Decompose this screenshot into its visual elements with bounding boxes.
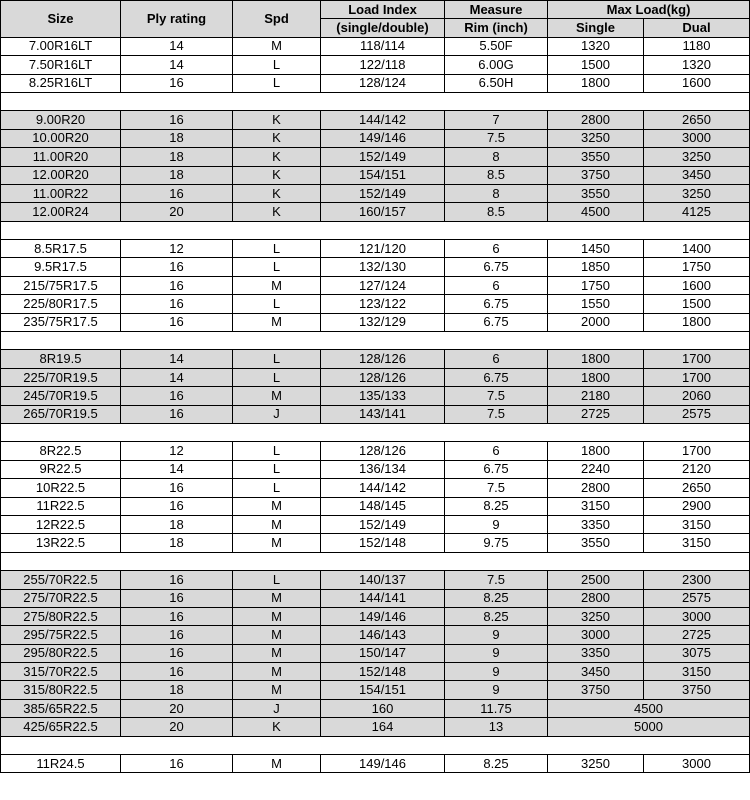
cell-single: 1550 — [548, 295, 644, 313]
cell-ply-rating: 16 — [121, 313, 233, 331]
cell-rim: 8.25 — [445, 497, 548, 515]
cell-dual: 1600 — [644, 276, 750, 294]
cell-load-index: 152/149 — [321, 515, 445, 533]
cell-rim: 7 — [445, 111, 548, 129]
cell-size: 7.00R16LT — [1, 37, 121, 55]
cell-speed: M — [233, 681, 321, 699]
cell-ply-rating: 16 — [121, 755, 233, 773]
cell-rim: 9 — [445, 644, 548, 662]
cell-rim: 6.75 — [445, 460, 548, 478]
table-row — [1, 626, 750, 644]
table-row — [1, 699, 750, 717]
cell-dual: 1320 — [644, 56, 750, 74]
cell-size: 295/75R22.5 — [1, 626, 121, 644]
cell-single: 1450 — [548, 240, 644, 258]
header-rim: Rim (inch) — [445, 19, 548, 37]
cell-ply-rating: 16 — [121, 571, 233, 589]
cell-single: 3550 — [548, 148, 644, 166]
cell-dual: 4125 — [644, 203, 750, 221]
cell-size: 9R22.5 — [1, 460, 121, 478]
cell-rim: 6.00G — [445, 56, 548, 74]
table-row — [1, 184, 750, 202]
table-row — [1, 589, 750, 607]
cell-single: 2800 — [548, 479, 644, 497]
cell-rim: 8.5 — [445, 166, 548, 184]
cell-single: 3450 — [548, 663, 644, 681]
cell-ply-rating: 14 — [121, 460, 233, 478]
cell-dual: 3750 — [644, 681, 750, 699]
cell-speed: K — [233, 148, 321, 166]
cell-speed: K — [233, 184, 321, 202]
cell-ply-rating: 16 — [121, 405, 233, 423]
table-row — [1, 129, 750, 147]
cell-size: 12.00R24 — [1, 203, 121, 221]
group-separator — [1, 736, 750, 754]
cell-ply-rating: 16 — [121, 589, 233, 607]
cell-ply-rating: 20 — [121, 718, 233, 736]
cell-ply-rating: 16 — [121, 387, 233, 405]
cell-ply-rating: 16 — [121, 626, 233, 644]
cell-ply-rating: 14 — [121, 37, 233, 55]
cell-rim: 9.75 — [445, 534, 548, 552]
cell-speed: L — [233, 56, 321, 74]
cell-speed: M — [233, 387, 321, 405]
cell-size: 8.25R16LT — [1, 74, 121, 92]
cell-load-index: 144/141 — [321, 589, 445, 607]
cell-dual: 3250 — [644, 184, 750, 202]
cell-speed: L — [233, 479, 321, 497]
cell-single: 3150 — [548, 497, 644, 515]
cell-single: 3000 — [548, 626, 644, 644]
cell-rim: 7.5 — [445, 129, 548, 147]
cell-ply-rating: 16 — [121, 111, 233, 129]
cell-single: 3750 — [548, 166, 644, 184]
cell-dual: 1500 — [644, 295, 750, 313]
cell-single: 3550 — [548, 534, 644, 552]
cell-size: 315/80R22.5 — [1, 681, 121, 699]
cell-speed: L — [233, 350, 321, 368]
cell-size: 7.50R16LT — [1, 56, 121, 74]
cell-size: 225/80R17.5 — [1, 295, 121, 313]
table-row — [1, 718, 750, 736]
header-measure: Measure — [445, 1, 548, 19]
cell-ply-rating: 18 — [121, 515, 233, 533]
cell-rim: 6 — [445, 276, 548, 294]
cell-max-load-merged: 5000 — [548, 718, 750, 736]
cell-load-index: 132/130 — [321, 258, 445, 276]
cell-speed: K — [233, 129, 321, 147]
cell-load-index: 128/124 — [321, 74, 445, 92]
cell-load-index: 123/122 — [321, 295, 445, 313]
table-row — [1, 368, 750, 386]
cell-speed: K — [233, 203, 321, 221]
table-row — [1, 276, 750, 294]
group-separator — [1, 221, 750, 239]
cell-dual: 1700 — [644, 368, 750, 386]
cell-size: 225/70R19.5 — [1, 368, 121, 386]
cell-ply-rating: 18 — [121, 148, 233, 166]
cell-dual: 3450 — [644, 166, 750, 184]
cell-rim: 7.5 — [445, 479, 548, 497]
cell-rim: 8.5 — [445, 203, 548, 221]
cell-ply-rating: 16 — [121, 74, 233, 92]
cell-single: 2800 — [548, 111, 644, 129]
header-load-index: Load Index — [321, 1, 445, 19]
cell-speed: M — [233, 276, 321, 294]
cell-ply-rating: 16 — [121, 663, 233, 681]
cell-single: 3350 — [548, 515, 644, 533]
table-row — [1, 497, 750, 515]
cell-dual: 3000 — [644, 129, 750, 147]
cell-rim: 7.5 — [445, 405, 548, 423]
cell-single: 4500 — [548, 203, 644, 221]
group-separator — [1, 423, 750, 441]
cell-load-index: 149/146 — [321, 755, 445, 773]
cell-rim: 8.25 — [445, 607, 548, 625]
cell-dual: 3000 — [644, 607, 750, 625]
cell-size: 255/70R22.5 — [1, 571, 121, 589]
cell-speed: J — [233, 405, 321, 423]
cell-ply-rating: 16 — [121, 258, 233, 276]
cell-rim: 6.75 — [445, 368, 548, 386]
table-row — [1, 258, 750, 276]
cell-size: 11R24.5 — [1, 755, 121, 773]
cell-rim: 8 — [445, 148, 548, 166]
cell-dual: 2060 — [644, 387, 750, 405]
cell-load-index: 160 — [321, 699, 445, 717]
cell-ply-rating: 18 — [121, 166, 233, 184]
cell-rim: 6 — [445, 240, 548, 258]
cell-speed: J — [233, 699, 321, 717]
table-row — [1, 166, 750, 184]
cell-single: 2180 — [548, 387, 644, 405]
cell-single: 1800 — [548, 368, 644, 386]
cell-dual: 1600 — [644, 74, 750, 92]
cell-dual: 2120 — [644, 460, 750, 478]
cell-load-index: 136/134 — [321, 460, 445, 478]
cell-speed: M — [233, 534, 321, 552]
cell-dual: 2650 — [644, 479, 750, 497]
cell-load-index: 152/149 — [321, 148, 445, 166]
table-row — [1, 350, 750, 368]
cell-speed: L — [233, 295, 321, 313]
cell-ply-rating: 16 — [121, 607, 233, 625]
cell-speed: M — [233, 37, 321, 55]
cell-load-index: 118/114 — [321, 37, 445, 55]
table-row — [1, 313, 750, 331]
cell-size: 12R22.5 — [1, 515, 121, 533]
cell-speed: K — [233, 111, 321, 129]
cell-single: 1800 — [548, 442, 644, 460]
table-row — [1, 571, 750, 589]
cell-load-index: 150/147 — [321, 644, 445, 662]
cell-size: 9.5R17.5 — [1, 258, 121, 276]
cell-dual: 2300 — [644, 571, 750, 589]
separator-cell — [1, 332, 750, 350]
cell-dual: 1400 — [644, 240, 750, 258]
cell-single: 1850 — [548, 258, 644, 276]
table-row — [1, 56, 750, 74]
cell-size: 11R22.5 — [1, 497, 121, 515]
table-body — [1, 37, 750, 773]
header-ply-rating: Ply rating — [121, 1, 233, 38]
cell-size: 12.00R20 — [1, 166, 121, 184]
cell-dual: 3150 — [644, 515, 750, 533]
cell-size: 10.00R20 — [1, 129, 121, 147]
cell-single: 3250 — [548, 755, 644, 773]
cell-speed: M — [233, 515, 321, 533]
cell-load-index: 154/151 — [321, 681, 445, 699]
cell-ply-rating: 16 — [121, 497, 233, 515]
cell-rim: 6.50H — [445, 74, 548, 92]
table-row — [1, 387, 750, 405]
cell-dual: 2725 — [644, 626, 750, 644]
cell-speed: M — [233, 644, 321, 662]
cell-rim: 6.75 — [445, 258, 548, 276]
cell-load-index: 164 — [321, 718, 445, 736]
cell-rim: 9 — [445, 626, 548, 644]
table-row — [1, 515, 750, 533]
cell-speed: K — [233, 718, 321, 736]
cell-single: 1500 — [548, 56, 644, 74]
cell-speed: M — [233, 313, 321, 331]
cell-dual: 2575 — [644, 405, 750, 423]
cell-rim: 9 — [445, 515, 548, 533]
table-row — [1, 203, 750, 221]
cell-size: 215/75R17.5 — [1, 276, 121, 294]
cell-single: 1800 — [548, 350, 644, 368]
cell-load-index: 152/148 — [321, 534, 445, 552]
cell-single: 2800 — [548, 589, 644, 607]
cell-single: 2240 — [548, 460, 644, 478]
table-row — [1, 74, 750, 92]
table-header — [1, 1, 750, 38]
cell-rim: 8.25 — [445, 589, 548, 607]
cell-size: 11.00R22 — [1, 184, 121, 202]
header-max-load: Max Load(kg) — [548, 1, 750, 19]
cell-size: 315/70R22.5 — [1, 663, 121, 681]
cell-ply-rating: 18 — [121, 534, 233, 552]
cell-rim: 13 — [445, 718, 548, 736]
cell-dual: 2575 — [644, 589, 750, 607]
cell-speed: M — [233, 497, 321, 515]
cell-ply-rating: 16 — [121, 184, 233, 202]
cell-load-index: 127/124 — [321, 276, 445, 294]
cell-speed: L — [233, 368, 321, 386]
cell-rim: 11.75 — [445, 699, 548, 717]
cell-load-index: 144/142 — [321, 111, 445, 129]
cell-single: 3350 — [548, 644, 644, 662]
separator-cell — [1, 92, 750, 110]
header-size: Size — [1, 1, 121, 38]
cell-load-index: 144/142 — [321, 479, 445, 497]
cell-single: 3750 — [548, 681, 644, 699]
table-row — [1, 663, 750, 681]
cell-rim: 6.75 — [445, 295, 548, 313]
cell-single: 1750 — [548, 276, 644, 294]
table-row — [1, 460, 750, 478]
cell-rim: 8.25 — [445, 755, 548, 773]
cell-size: 8R22.5 — [1, 442, 121, 460]
cell-ply-rating: 16 — [121, 479, 233, 497]
cell-size: 425/65R22.5 — [1, 718, 121, 736]
table-row — [1, 295, 750, 313]
table-row — [1, 479, 750, 497]
cell-load-index: 132/129 — [321, 313, 445, 331]
cell-single: 1800 — [548, 74, 644, 92]
cell-single: 2000 — [548, 313, 644, 331]
cell-speed: L — [233, 571, 321, 589]
cell-load-index: 152/148 — [321, 663, 445, 681]
cell-single: 3550 — [548, 184, 644, 202]
cell-max-load-merged: 4500 — [548, 699, 750, 717]
cell-dual: 3150 — [644, 534, 750, 552]
cell-rim: 5.50F — [445, 37, 548, 55]
cell-load-index: 135/133 — [321, 387, 445, 405]
cell-load-index: 154/151 — [321, 166, 445, 184]
group-separator — [1, 332, 750, 350]
cell-load-index: 122/118 — [321, 56, 445, 74]
cell-ply-rating: 16 — [121, 276, 233, 294]
separator-cell — [1, 736, 750, 754]
cell-size: 245/70R19.5 — [1, 387, 121, 405]
cell-load-index: 143/141 — [321, 405, 445, 423]
cell-speed: M — [233, 663, 321, 681]
header-speed: Spd — [233, 1, 321, 38]
cell-dual: 1700 — [644, 350, 750, 368]
table-row — [1, 607, 750, 625]
separator-cell — [1, 423, 750, 441]
cell-speed: K — [233, 166, 321, 184]
cell-dual: 2650 — [644, 111, 750, 129]
cell-size: 8.5R17.5 — [1, 240, 121, 258]
cell-rim: 6.75 — [445, 313, 548, 331]
group-separator — [1, 92, 750, 110]
cell-ply-rating: 14 — [121, 350, 233, 368]
cell-ply-rating: 12 — [121, 442, 233, 460]
cell-load-index: 128/126 — [321, 368, 445, 386]
table-row — [1, 240, 750, 258]
header-load-index-sub: (single/double) — [321, 19, 445, 37]
table-row — [1, 681, 750, 699]
cell-ply-rating: 14 — [121, 368, 233, 386]
cell-size: 13R22.5 — [1, 534, 121, 552]
cell-load-index: 160/157 — [321, 203, 445, 221]
cell-rim: 6 — [445, 350, 548, 368]
cell-dual: 1180 — [644, 37, 750, 55]
cell-size: 295/80R22.5 — [1, 644, 121, 662]
cell-dual: 2900 — [644, 497, 750, 515]
cell-dual: 1700 — [644, 442, 750, 460]
cell-dual: 3150 — [644, 663, 750, 681]
cell-speed: L — [233, 74, 321, 92]
cell-load-index: 149/146 — [321, 607, 445, 625]
cell-size: 10R22.5 — [1, 479, 121, 497]
header-single: Single — [548, 19, 644, 37]
cell-size: 235/75R17.5 — [1, 313, 121, 331]
cell-size: 385/65R22.5 — [1, 699, 121, 717]
cell-single: 2725 — [548, 405, 644, 423]
cell-speed: L — [233, 460, 321, 478]
cell-speed: L — [233, 442, 321, 460]
cell-ply-rating: 18 — [121, 681, 233, 699]
cell-rim: 7.5 — [445, 571, 548, 589]
cell-load-index: 148/145 — [321, 497, 445, 515]
cell-size: 9.00R20 — [1, 111, 121, 129]
cell-size: 275/80R22.5 — [1, 607, 121, 625]
header-dual: Dual — [644, 19, 750, 37]
cell-ply-rating: 20 — [121, 699, 233, 717]
cell-load-index: 149/146 — [321, 129, 445, 147]
cell-dual: 3250 — [644, 148, 750, 166]
cell-load-index: 152/149 — [321, 184, 445, 202]
table-row — [1, 148, 750, 166]
cell-rim: 8 — [445, 184, 548, 202]
cell-single: 1320 — [548, 37, 644, 55]
table-row — [1, 534, 750, 552]
cell-dual: 3000 — [644, 755, 750, 773]
cell-rim: 7.5 — [445, 387, 548, 405]
table-row — [1, 644, 750, 662]
cell-size: 8R19.5 — [1, 350, 121, 368]
cell-speed: M — [233, 607, 321, 625]
cell-single: 3250 — [548, 607, 644, 625]
separator-cell — [1, 552, 750, 570]
separator-cell — [1, 221, 750, 239]
cell-single: 3250 — [548, 129, 644, 147]
table-row — [1, 405, 750, 423]
cell-dual: 1800 — [644, 313, 750, 331]
cell-ply-rating: 12 — [121, 240, 233, 258]
cell-dual: 1750 — [644, 258, 750, 276]
cell-speed: M — [233, 589, 321, 607]
table-row — [1, 37, 750, 55]
cell-size: 275/70R22.5 — [1, 589, 121, 607]
cell-speed: M — [233, 755, 321, 773]
cell-load-index: 146/143 — [321, 626, 445, 644]
cell-ply-rating: 18 — [121, 129, 233, 147]
cell-dual: 3075 — [644, 644, 750, 662]
cell-load-index: 128/126 — [321, 350, 445, 368]
cell-load-index: 121/120 — [321, 240, 445, 258]
cell-ply-rating: 16 — [121, 644, 233, 662]
table-row — [1, 111, 750, 129]
cell-speed: L — [233, 240, 321, 258]
table-row — [1, 442, 750, 460]
group-separator — [1, 552, 750, 570]
cell-ply-rating: 16 — [121, 295, 233, 313]
cell-rim: 9 — [445, 681, 548, 699]
cell-speed: L — [233, 258, 321, 276]
cell-ply-rating: 20 — [121, 203, 233, 221]
table-row — [1, 755, 750, 773]
cell-ply-rating: 14 — [121, 56, 233, 74]
cell-speed: M — [233, 626, 321, 644]
cell-load-index: 140/137 — [321, 571, 445, 589]
cell-size: 11.00R20 — [1, 148, 121, 166]
cell-single: 2500 — [548, 571, 644, 589]
cell-rim: 6 — [445, 442, 548, 460]
cell-size: 265/70R19.5 — [1, 405, 121, 423]
cell-rim: 9 — [445, 663, 548, 681]
cell-load-index: 128/126 — [321, 442, 445, 460]
